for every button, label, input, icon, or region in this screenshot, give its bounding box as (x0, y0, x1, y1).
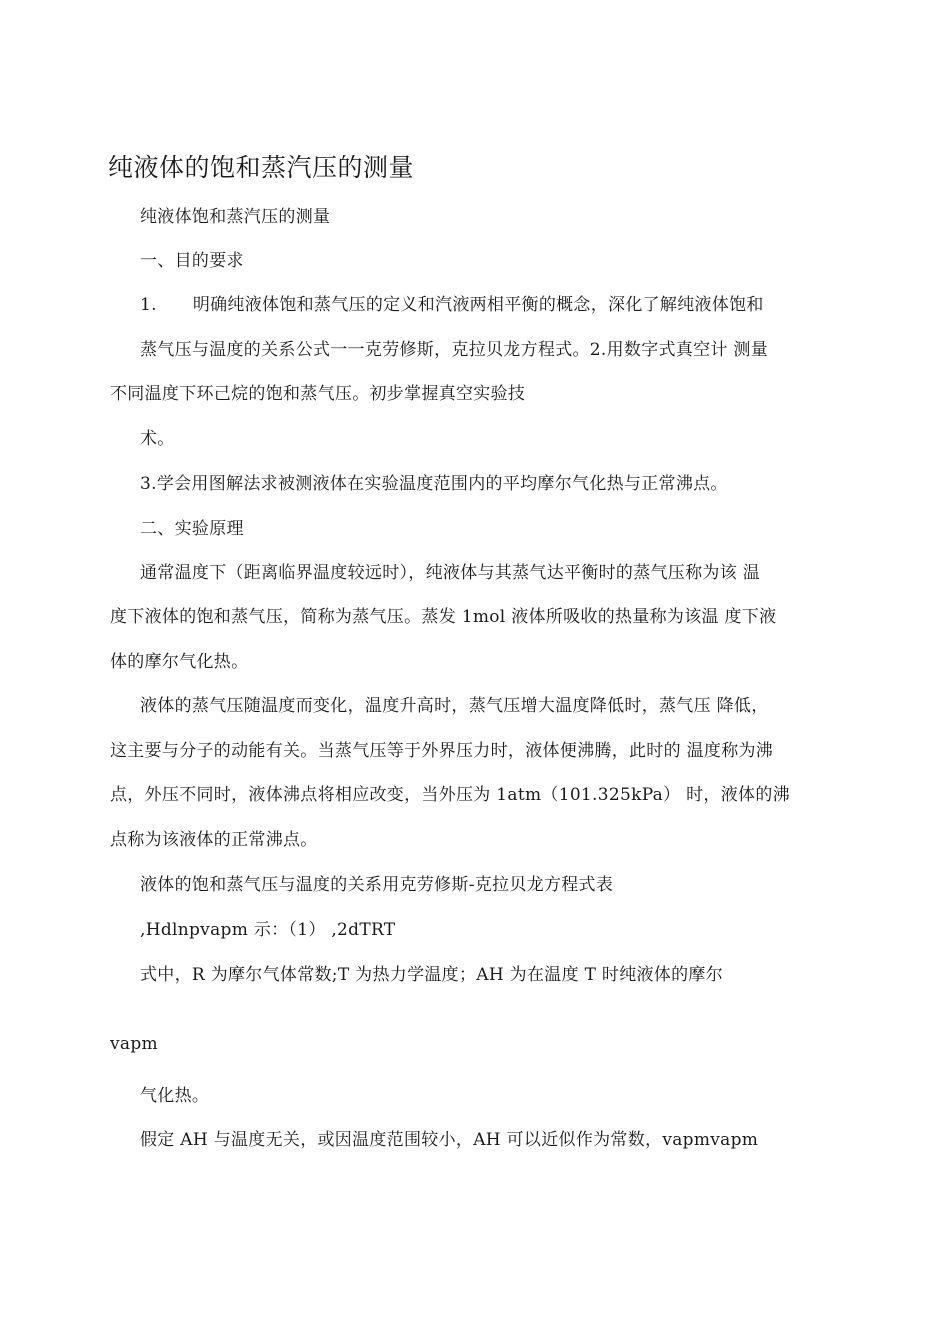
equation-line: ,Hdlnpvapm 示：（1） ,2dTRT (140, 920, 396, 940)
objective-item-1-line (140, 294, 764, 316)
objective-item-number: 1. (140, 295, 157, 315)
paragraph-2-line-1: 液体的蒸气压随温度而变化，温度升高时，蒸气压增大温度降低时，蒸气压 降低， (140, 696, 769, 716)
paragraph-1-line-3: 体的摩尔气化热。 (110, 652, 249, 672)
paragraph-4-line-1: 式中，R 为摩尔气体常数;T 为热力学温度；AH 为在温度 T 时纯液体的摩尔 (140, 965, 724, 985)
paragraph-3-line-1: 液体的饱和蒸气压与温度的关系用克劳修斯-克拉贝龙方程式表 (140, 875, 614, 895)
subscript-vapm: vapm (110, 1034, 158, 1054)
objective-item-1-line-4: 术。 (140, 429, 175, 449)
paragraph-2-line-4: 点称为该液体的正常沸点。 (110, 830, 318, 850)
objective-item-3: 3.学会用图解法求被测液体在实验温度范围内的平均摩尔气化热与正常沸点。 (140, 474, 728, 494)
paragraph-2-line-2: 这主要与分子的动能有关。当蒸气压等于外界压力时，液体便沸腾，此时的 温度称为沸 (110, 741, 774, 761)
paragraph-4-line-2: 气化热。 (140, 1086, 210, 1106)
paragraph-2-line-3: 点，外压不同时，液体沸点将相应改变，当外压为 1atm（101.325kPa） 时，液体的沸 (110, 785, 790, 805)
objective-item-1-text: 明确纯液体饱和蒸气压的定义和汽液两相平衡的概念，深化了解纯液体饱和 (192, 295, 764, 315)
section-heading-principle: 二、实验原理 (140, 519, 244, 539)
paragraph-1-line-2: 度下液体的饱和蒸气压，简称为蒸气压。蒸发 1mol 液体所吸收的热量称为该温 度下液 (110, 607, 777, 627)
paragraph-5-line-1: 假定 AH 与温度无关，或因温度范围较小，AH 可以近似作为常数，vapmvapm (140, 1130, 759, 1150)
paragraph-1-line-1: 通常温度下（距离临界温度较远时），纯液体与其蒸气达平衡时的蒸气压称为该 温 (140, 563, 761, 583)
objective-item-1-line-2: 蒸气压与温度的关系公式一一克劳修斯，克拉贝龙方程式。2.用数字式真空计 测量 (140, 340, 769, 360)
document-title: 纯液体的饱和蒸汽压的测量 (108, 153, 415, 182)
section-heading-objectives: 一、目的要求 (140, 251, 244, 271)
objective-item-1-line-3: 不同温度下环己烷的饱和蒸气压。初步掌握真空实验技 (110, 384, 526, 404)
document-subtitle: 纯液体饱和蒸汽压的测量 (140, 207, 331, 227)
